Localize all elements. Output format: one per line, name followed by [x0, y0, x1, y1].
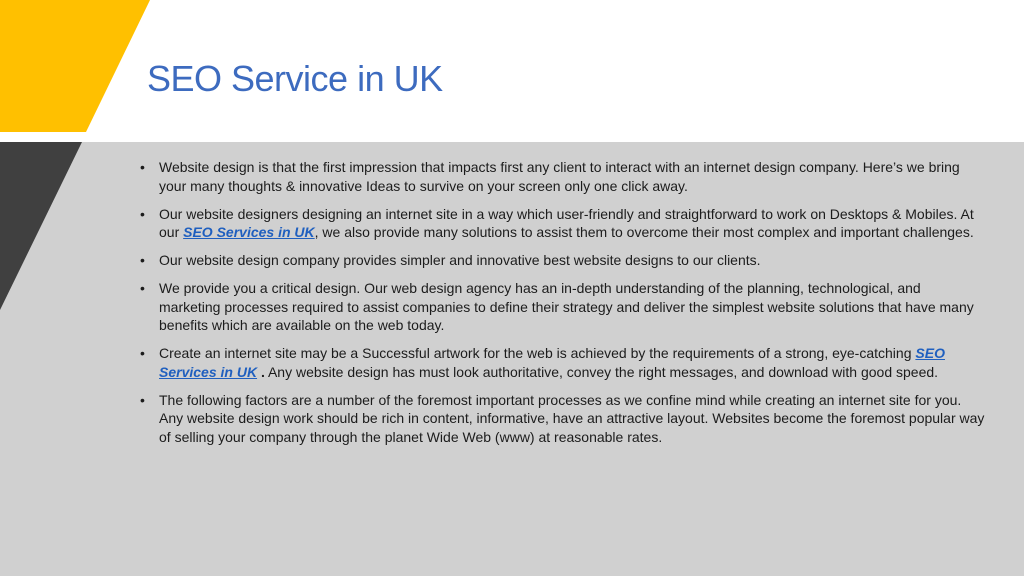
- bullet-text-after-link: , we also provide many solutions to assist them to overcome their most complex and important challenges.: [314, 224, 974, 240]
- dark-accent-shape: [0, 142, 110, 322]
- slide-title: SEO Service in UK: [147, 58, 443, 99]
- bullet-text: Our website design company provides simpler and innovative best website designs to our clients.: [159, 252, 761, 268]
- yellow-accent-shape: [0, 0, 150, 132]
- bullet-item: [140, 251, 985, 270]
- seo-services-link[interactable]: SEO Services in UK: [159, 345, 945, 380]
- bullet-item: [140, 158, 985, 195]
- bullet-item: [140, 344, 985, 381]
- bullet-text: Website design is that the first impression that impacts first any client to interact with an internet design company. Here’s we bring your many thoughts & innovative Ideas to survive on your screen only one click away.: [159, 159, 960, 194]
- bullet-text: The following factors are a number of the foremost important processes as we confine mind while creating an internet site for you. Any website design work should be rich in content, informative, have an attractive layout. Websites become the foremost popular way of selling your company through the planet Wide Web (www) at reasonable rates.: [159, 391, 985, 445]
- bullet-text-dot: .: [257, 363, 265, 380]
- bullet-text-after-link: Any website design has must look authoritative, convey the right messages, and download with good speed.: [264, 363, 939, 380]
- bullet-text-before-link: Our website designers designing an internet site in a way which user-friendly and straightforward to work on Desktops & Mobiles. At our: [159, 205, 974, 240]
- seo-services-link[interactable]: SEO Services in UK: [183, 224, 315, 240]
- bullet-item: [140, 391, 985, 447]
- bullet-list: [140, 158, 985, 456]
- bullet-item: [140, 205, 985, 242]
- bullet-item: [140, 279, 985, 335]
- bullet-text: We provide you a critical design. Our web design agency has an in-depth understanding of the planning, technological, and marketing processes required to assist companies to define their strategy and deliver the simplest website solutions that have many benefits which are available on the web today.: [159, 280, 974, 333]
- bullet-text-before-link: Create an internet site may be a Successful artwork for the web is achieved by the requirements of a strong, eye-catching: [159, 345, 916, 361]
